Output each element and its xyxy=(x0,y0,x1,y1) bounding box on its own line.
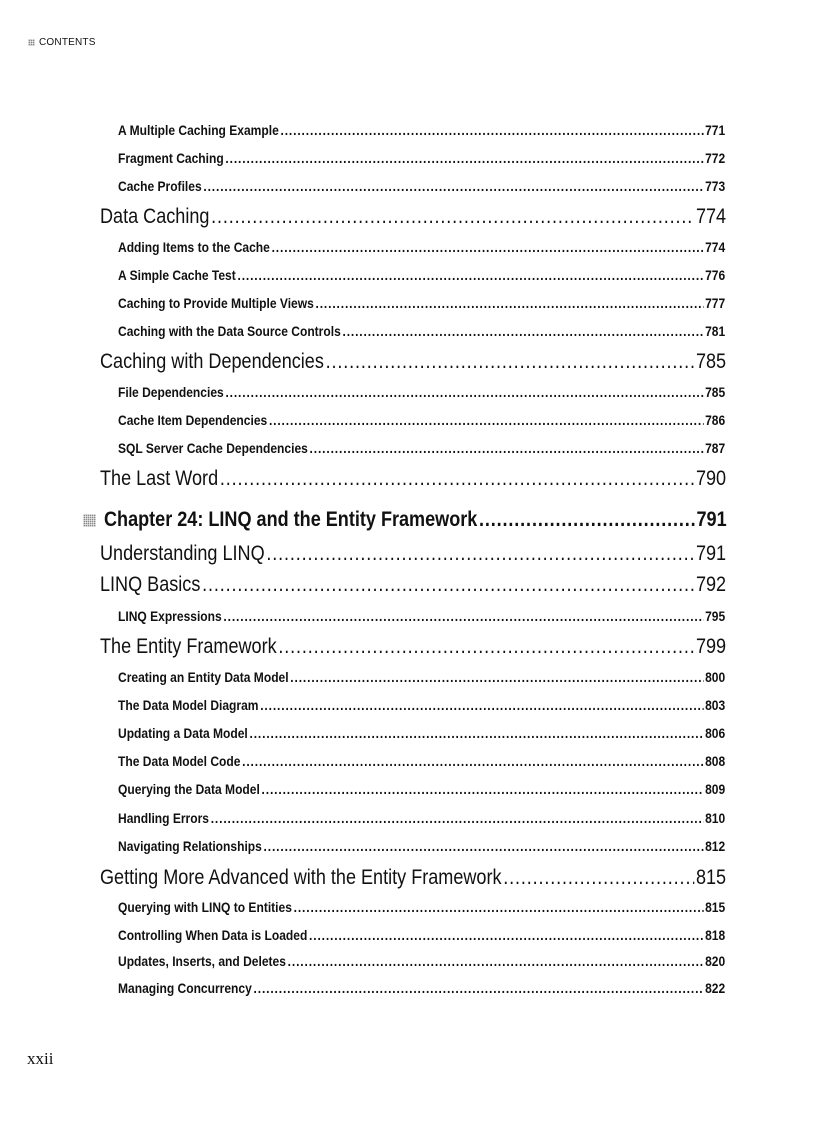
page-number: xxii xyxy=(27,1049,54,1068)
toc-entry-title: Navigating Relationships xyxy=(118,838,262,854)
toc-leader-dots xyxy=(278,635,694,659)
toc-entry-page: 815 xyxy=(705,899,726,915)
toc-leader-dots xyxy=(225,384,703,400)
toc-entry-page: 815 xyxy=(695,866,727,889)
toc-leader-dots xyxy=(220,467,694,491)
toc-entry-page: 771 xyxy=(705,122,726,138)
toc-entry-page: 786 xyxy=(705,412,726,428)
toc-entry-title: Creating an Entity Data Model xyxy=(118,669,289,685)
toc-entry-page: 818 xyxy=(705,927,726,943)
toc-entry-page: 781 xyxy=(705,323,726,339)
toc-entry-title: The Data Model Code xyxy=(118,753,241,769)
toc-entry[interactable] xyxy=(118,953,725,969)
toc-entry[interactable] xyxy=(118,295,725,311)
toc-entry[interactable] xyxy=(118,810,725,826)
toc-entry-page: 774 xyxy=(705,239,726,255)
toc-entry-page: 791 xyxy=(695,542,727,565)
toc-entry[interactable] xyxy=(118,725,725,741)
running-head-label: CONTENTS xyxy=(39,37,96,48)
toc-entry-title: LINQ Expressions xyxy=(118,608,222,624)
toc-entry-page: 803 xyxy=(705,697,726,713)
toc-leader-dots xyxy=(211,205,694,229)
toc-leader-dots xyxy=(203,178,703,194)
toc-entry-page: 776 xyxy=(705,267,726,283)
toc-entry[interactable] xyxy=(118,697,725,713)
chapter-square-bullet-icon xyxy=(83,514,96,527)
toc-entry-page: 799 xyxy=(695,635,727,658)
toc-entry-title: A Multiple Caching Example xyxy=(118,122,279,138)
toc-entry-page: 785 xyxy=(695,350,727,373)
toc-entry-page: 787 xyxy=(705,440,726,456)
toc-entry-title: LINQ Basics xyxy=(100,573,201,596)
toc-entry-page: 810 xyxy=(705,810,726,826)
toc-leader-dots xyxy=(294,899,704,915)
toc-entry[interactable] xyxy=(118,267,725,283)
toc-section-entry[interactable] xyxy=(100,635,726,659)
toc-entry-title: Controlling When Data is Loaded xyxy=(118,927,308,943)
toc-leader-dots xyxy=(288,953,704,969)
toc-leader-dots xyxy=(281,122,704,138)
toc-entry-title: A Simple Cache Test xyxy=(118,267,236,283)
toc-entry-page: 806 xyxy=(705,725,726,741)
toc-leader-dots xyxy=(211,810,704,826)
toc-entry-title: Handling Errors xyxy=(118,810,209,826)
toc-entry[interactable] xyxy=(118,412,725,428)
toc-leader-dots xyxy=(249,725,703,741)
toc-leader-dots xyxy=(202,573,694,597)
toc-section-entry[interactable] xyxy=(100,573,726,597)
toc-entry-title: Understanding LINQ xyxy=(100,542,265,565)
toc-entry-page: 774 xyxy=(695,205,727,228)
toc-entry-title: Chapter 24: LINQ and the Entity Framework xyxy=(104,508,478,531)
toc-leader-dots xyxy=(254,980,704,996)
toc-entry-page: 791 xyxy=(696,508,727,531)
toc-entry[interactable] xyxy=(118,608,725,624)
toc-entry-title: Caching to Provide Multiple Views xyxy=(118,295,314,311)
toc-leader-dots xyxy=(242,753,703,769)
toc-section-entry[interactable] xyxy=(100,542,726,566)
toc-leader-dots xyxy=(290,669,703,685)
toc-leader-dots xyxy=(503,866,694,890)
toc-entry-title: The Last Word xyxy=(100,467,219,490)
toc-entry[interactable] xyxy=(118,178,725,194)
toc-entry-title: Getting More Advanced with the Entity Framework xyxy=(100,866,502,889)
toc-entry[interactable] xyxy=(118,838,725,854)
toc-entry-title: Fragment Caching xyxy=(118,150,224,166)
toc-entry-page: 808 xyxy=(705,753,726,769)
toc-leader-dots xyxy=(272,239,704,255)
toc-leader-dots xyxy=(309,927,703,943)
toc-entry-page: 785 xyxy=(705,384,726,400)
toc-leader-dots xyxy=(269,412,703,428)
toc-leader-dots xyxy=(225,150,703,166)
toc-entry[interactable] xyxy=(118,753,725,769)
toc-entry-page: 773 xyxy=(705,178,726,194)
toc-entry-title: Querying with LINQ to Entities xyxy=(118,899,292,915)
toc-entry[interactable] xyxy=(118,781,725,797)
toc-leader-dots xyxy=(237,267,703,283)
toc-entry-page: 800 xyxy=(705,669,726,685)
toc-entry[interactable] xyxy=(118,150,725,166)
toc-entry-page: 790 xyxy=(695,467,727,490)
toc-entry[interactable] xyxy=(118,384,725,400)
toc-entry-title: File Dependencies xyxy=(118,384,224,400)
toc-leader-dots xyxy=(262,781,704,797)
toc-section-entry[interactable] xyxy=(100,350,726,374)
toc-leader-dots xyxy=(266,542,694,566)
toc-entry-page: 820 xyxy=(705,953,726,969)
toc-entry[interactable] xyxy=(118,980,725,996)
toc-entry-title: Data Caching xyxy=(100,205,210,228)
toc-entry-title: Cache Profiles xyxy=(118,178,202,194)
toc-leader-dots xyxy=(264,838,704,854)
toc-entry[interactable] xyxy=(118,927,725,943)
toc-entry-page: 792 xyxy=(695,573,727,596)
toc-leader-dots xyxy=(479,508,695,532)
toc-entry-title: Updates, Inserts, and Deletes xyxy=(118,953,286,969)
toc-leader-dots xyxy=(326,350,695,374)
toc-section-entry[interactable] xyxy=(100,866,726,890)
toc-entry[interactable] xyxy=(118,440,725,456)
toc-section-entry[interactable] xyxy=(100,467,726,491)
toc-entry[interactable] xyxy=(118,239,725,255)
toc-leader-dots xyxy=(310,440,704,456)
toc-leader-dots xyxy=(260,697,703,713)
toc-entry-title: Querying the Data Model xyxy=(118,781,260,797)
toc-entry-title: The Entity Framework xyxy=(100,635,277,658)
toc-leader-dots xyxy=(342,323,703,339)
toc-leader-dots xyxy=(316,295,704,311)
toc-entry-title: Caching with Dependencies xyxy=(100,350,324,373)
toc-entry-title: SQL Server Cache Dependencies xyxy=(118,440,308,456)
toc-entry-page: 777 xyxy=(705,295,726,311)
toc-entry-title: The Data Model Diagram xyxy=(118,697,259,713)
toc-entry-title: Adding Items to the Cache xyxy=(118,239,270,255)
toc-entry[interactable] xyxy=(118,669,725,685)
toc-chapter-entry[interactable] xyxy=(104,508,727,532)
toc-entry-title: Updating a Data Model xyxy=(118,725,248,741)
toc-entry[interactable] xyxy=(118,323,725,339)
toc-entry[interactable] xyxy=(118,899,725,915)
toc-entry-page: 772 xyxy=(705,150,726,166)
toc-entry-page: 809 xyxy=(705,781,726,797)
toc-entry-title: Caching with the Data Source Controls xyxy=(118,323,341,339)
toc-entry-title: Cache Item Dependencies xyxy=(118,412,268,428)
toc-entry[interactable] xyxy=(118,122,725,138)
toc-entry-title: Managing Concurrency xyxy=(118,980,252,996)
toc-entry-page: 822 xyxy=(705,980,726,996)
toc-entry-page: 812 xyxy=(705,838,726,854)
toc-section-entry[interactable] xyxy=(100,205,726,229)
toc-entry-page: 795 xyxy=(705,608,726,624)
toc-leader-dots xyxy=(223,608,703,624)
